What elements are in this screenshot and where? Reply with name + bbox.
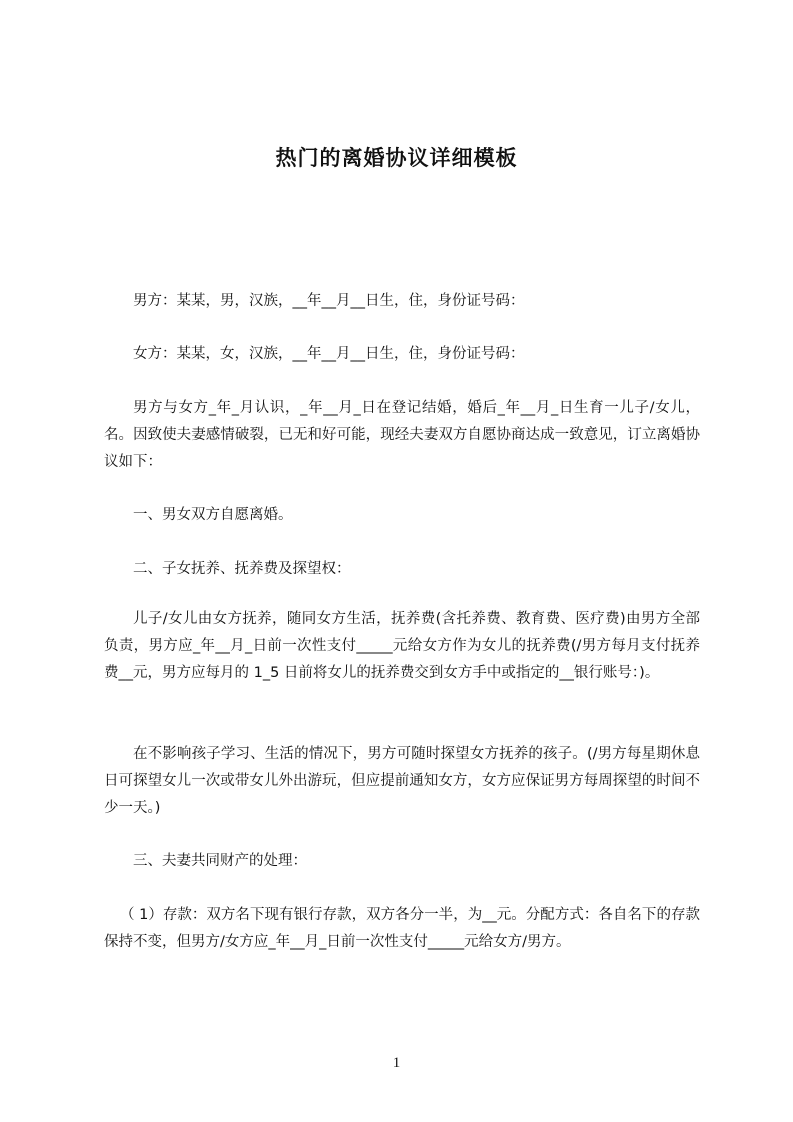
- paragraph-female-party: 女方：某某，女，汉族，__年__月__日生，住，身份证号码：: [133, 346, 525, 362]
- paragraph-male-party: 男方：某某，男，汉族，__年__月__日生，住，身份证号码：: [133, 293, 525, 309]
- paragraph-clause-1: 一、男女双方自愿离婚。: [133, 507, 293, 523]
- paragraph-visitation: 在不影响孩子学习、生活的情况下，男方可随时探望女方抚养的孩子。(/男方每星期休息日可探望女儿一次或带女儿外出游玩，但应提前通知女方，女方应保证男方每周探望的时间不少一天。): [104, 746, 700, 816]
- paragraph-clause-2-heading: 二、子女抚养、抚养费及探望权：: [133, 561, 351, 577]
- document-title: 热门的离婚协议详细模板: [275, 146, 518, 170]
- page-number: 1: [392, 1055, 401, 1071]
- paragraph-child-custody: 儿子/女儿由女方抚养，随同女方生活，抚养费(含托养费、教育费、医疗费)由男方全部负责，男方应_年__月_日前一次性支付_____元给女方作为女儿的抚养费(/男方每月支付抚养费__元，男方应每月的 1_5 日前将女儿的抚养费交到女方手中或指定的__银行账号：)。: [104, 611, 700, 681]
- paragraph-savings: （ 1）存款：双方名下现有银行存款，双方各分一半，为__元。分配方式：各自名下的存款保持不变，但男方/女方应_年__月_日前一次性支付_____元给女方/男方。: [104, 907, 700, 950]
- paragraph-marriage-background: 男方与女方_年_月认识，_年__月_日在登记结婚，婚后_年__月_日生育一儿子/女儿，名。因致使夫妻感情破裂，已无和好可能，现经夫妻双方自愿协商达成一致意见，订立离婚协议如下：: [104, 400, 700, 470]
- paragraph-clause-3-heading: 三、夫妻共同财产的处理：: [133, 853, 307, 869]
